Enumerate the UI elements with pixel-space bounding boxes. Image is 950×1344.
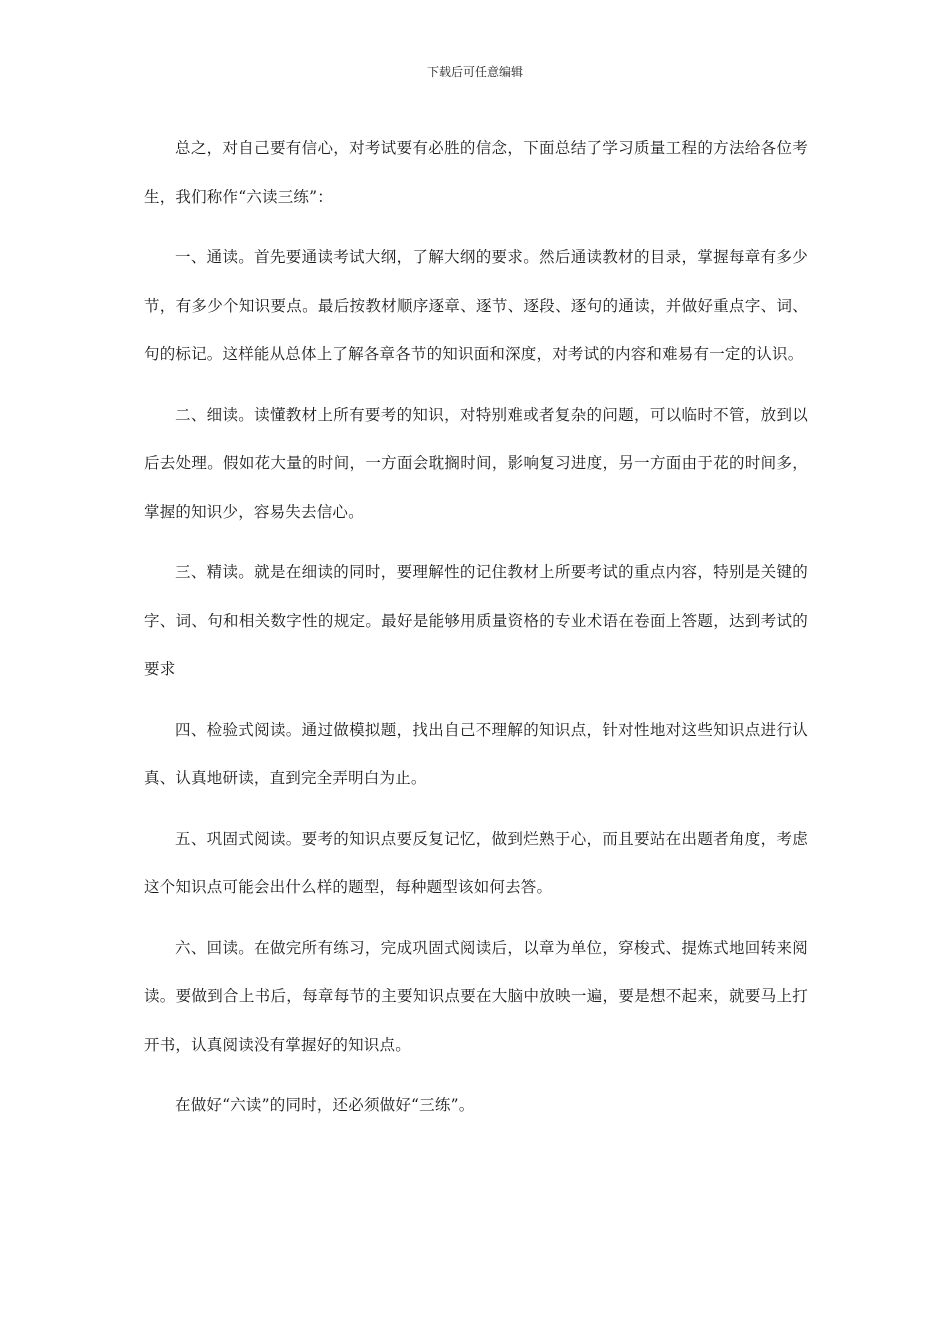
page-header: 下载后可任意编辑 bbox=[426, 65, 523, 79]
paragraph-step-2: 二、细读。读懂教材上所有要考的知识，对特别难或者复杂的问题，可以临时不管，放到以后去处理。假如花大量的时间，一方面会耽搁时间，影响复习进度，另一方面由于花的时间多，掌握的知识少，容易失去信心。 bbox=[144, 405, 808, 521]
document-body bbox=[144, 124, 808, 1130]
paragraph-step-6: 六、回读。在做完所有练习，完成巩固式阅读后，以章为单位，穿梭式、提炼式地回转来阅读。要做到合上书后，每章每节的主要知识点要在大脑中放映一遍，要是想不起来，就要马上打开书，认真阅读没有掌握好的知识点。 bbox=[144, 938, 808, 1054]
paragraph-step-1: 一、通读。首先要通读考试大纲，了解大纲的要求。然后通读教材的目录，掌握每章有多少节，有多少个知识要点。最后按教材顺序逐章、逐节、逐段、逐句的通读，并做好重点字、词、句的标记。这样能从总体上了解各章各节的知识面和深度，对考试的内容和难易有一定的认识。 bbox=[144, 248, 808, 363]
paragraph-step-5: 五、巩固式阅读。要考的知识点要反复记忆，做到烂熟于心，而且要站在出题者角度，考虑这个知识点可能会出什么样的题型，每种题型该如何去答。 bbox=[144, 829, 808, 896]
paragraph-intro: 总之，对自己要有信心，对考试要有必胜的信念，下面总结了学习质量工程的方法给各位考生，我们称作“六读三练”： bbox=[144, 139, 808, 206]
paragraph-step-3: 三、精读。就是在细读的同时，要理解性的记住教材上所要考试的重点内容，特别是关键的字、词、句和相关数字性的规定。最好是能够用质量资格的专业术语在卷面上答题，达到考试的要求 bbox=[144, 563, 808, 678]
paragraph-conclusion: 在做好“六读”的同时，还必须做好“三练”。 bbox=[175, 1096, 475, 1114]
paragraph-step-4: 四、检验式阅读。通过做模拟题，找出自己不理解的知识点，针对性地对这些知识点进行认真、认真地研读，直到完全弄明白为止。 bbox=[144, 720, 808, 787]
